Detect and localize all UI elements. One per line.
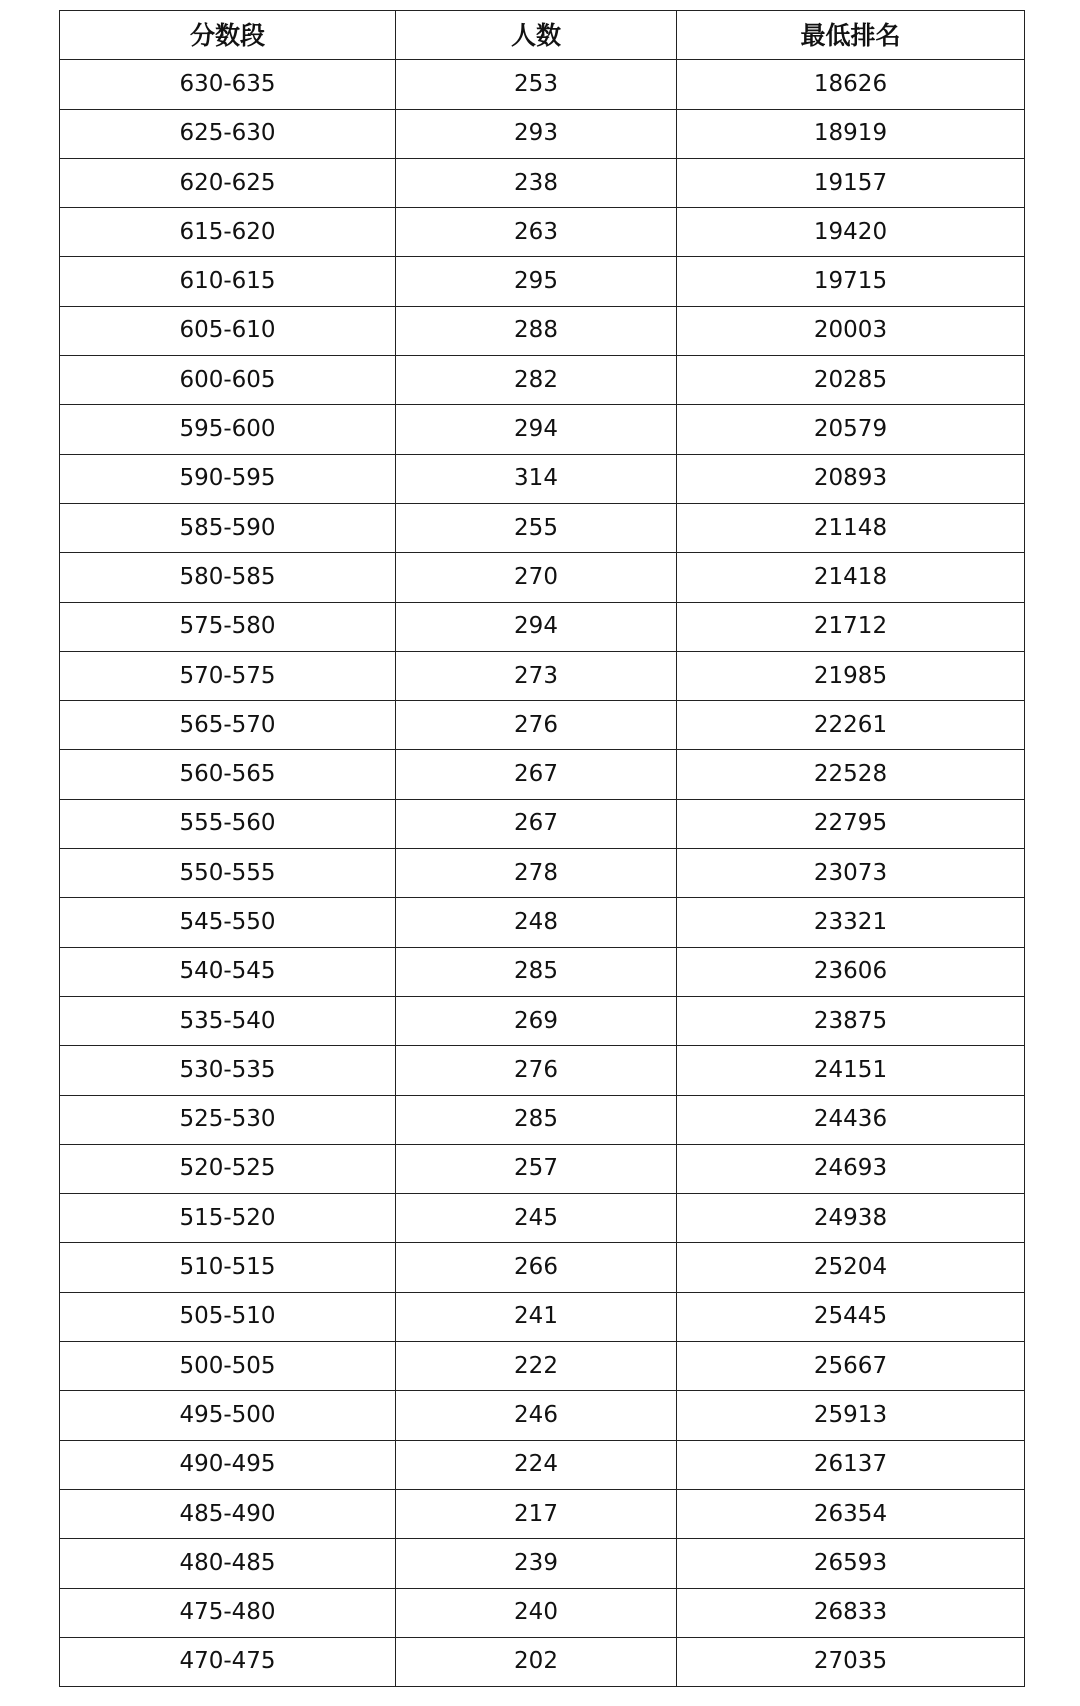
table-row <box>60 306 1025 355</box>
score-distribution-table <box>59 10 1025 1687</box>
table-row <box>60 1489 1025 1538</box>
count-cell: 294 <box>396 602 677 651</box>
count-cell: 267 <box>396 750 677 799</box>
count-cell: 288 <box>396 306 677 355</box>
table-row <box>60 1046 1025 1095</box>
count-cell: 245 <box>396 1194 677 1243</box>
lowest-rank-cell: 25667 <box>677 1342 1025 1391</box>
table-row <box>60 947 1025 996</box>
table-row <box>60 1637 1025 1686</box>
lowest-rank-cell: 25913 <box>677 1391 1025 1440</box>
lowest-rank-cell: 21712 <box>677 602 1025 651</box>
lowest-rank-cell: 19420 <box>677 208 1025 257</box>
header-row <box>60 11 1025 60</box>
table-row <box>60 1342 1025 1391</box>
count-cell: 246 <box>396 1391 677 1440</box>
lowest-rank-cell: 19715 <box>677 257 1025 306</box>
score-range-cell: 500-505 <box>60 1342 396 1391</box>
score-range-cell: 490-495 <box>60 1440 396 1489</box>
lowest-rank-cell: 21148 <box>677 503 1025 552</box>
count-cell: 255 <box>396 503 677 552</box>
header-count: 人数 <box>396 11 677 60</box>
lowest-rank-cell: 25204 <box>677 1243 1025 1292</box>
lowest-rank-cell: 26593 <box>677 1539 1025 1588</box>
score-range-cell: 545-550 <box>60 898 396 947</box>
lowest-rank-cell: 23321 <box>677 898 1025 947</box>
score-range-cell: 480-485 <box>60 1539 396 1588</box>
table-row <box>60 356 1025 405</box>
score-range-cell: 535-540 <box>60 996 396 1045</box>
count-cell: 285 <box>396 1095 677 1144</box>
score-range-cell: 605-610 <box>60 306 396 355</box>
score-range-cell: 585-590 <box>60 503 396 552</box>
table-row <box>60 1144 1025 1193</box>
header-score-range: 分数段 <box>60 11 396 60</box>
lowest-rank-cell: 20893 <box>677 454 1025 503</box>
table-row <box>60 1539 1025 1588</box>
lowest-rank-cell: 23073 <box>677 849 1025 898</box>
lowest-rank-cell: 21985 <box>677 651 1025 700</box>
lowest-rank-cell: 23875 <box>677 996 1025 1045</box>
lowest-rank-cell: 26354 <box>677 1489 1025 1538</box>
table-header <box>60 11 1025 60</box>
score-range-cell: 510-515 <box>60 1243 396 1292</box>
lowest-rank-cell: 26833 <box>677 1588 1025 1637</box>
table-row <box>60 109 1025 158</box>
table-row <box>60 1391 1025 1440</box>
score-range-cell: 470-475 <box>60 1637 396 1686</box>
table-row <box>60 454 1025 503</box>
count-cell: 285 <box>396 947 677 996</box>
lowest-rank-cell: 25445 <box>677 1292 1025 1341</box>
lowest-rank-cell: 20285 <box>677 356 1025 405</box>
score-range-cell: 615-620 <box>60 208 396 257</box>
score-range-cell: 485-490 <box>60 1489 396 1538</box>
lowest-rank-cell: 24436 <box>677 1095 1025 1144</box>
score-range-cell: 590-595 <box>60 454 396 503</box>
table-row <box>60 1440 1025 1489</box>
score-range-cell: 565-570 <box>60 701 396 750</box>
table-row <box>60 1292 1025 1341</box>
score-range-cell: 475-480 <box>60 1588 396 1637</box>
count-cell: 257 <box>396 1144 677 1193</box>
count-cell: 202 <box>396 1637 677 1686</box>
table-row <box>60 1095 1025 1144</box>
count-cell: 314 <box>396 454 677 503</box>
table-row <box>60 701 1025 750</box>
score-range-cell: 580-585 <box>60 553 396 602</box>
count-cell: 273 <box>396 651 677 700</box>
count-cell: 224 <box>396 1440 677 1489</box>
table-row <box>60 405 1025 454</box>
score-range-cell: 560-565 <box>60 750 396 799</box>
table-row <box>60 208 1025 257</box>
score-range-cell: 540-545 <box>60 947 396 996</box>
table-row <box>60 750 1025 799</box>
table-row <box>60 996 1025 1045</box>
count-cell: 241 <box>396 1292 677 1341</box>
score-range-cell: 625-630 <box>60 109 396 158</box>
count-cell: 253 <box>396 60 677 109</box>
table-row <box>60 158 1025 207</box>
table-row <box>60 651 1025 700</box>
table-row <box>60 1194 1025 1243</box>
lowest-rank-cell: 20579 <box>677 405 1025 454</box>
count-cell: 222 <box>396 1342 677 1391</box>
score-range-cell: 525-530 <box>60 1095 396 1144</box>
count-cell: 282 <box>396 356 677 405</box>
count-cell: 294 <box>396 405 677 454</box>
table-row <box>60 799 1025 848</box>
lowest-rank-cell: 24693 <box>677 1144 1025 1193</box>
table-row <box>60 60 1025 109</box>
table-row <box>60 602 1025 651</box>
score-range-cell: 550-555 <box>60 849 396 898</box>
table-row <box>60 503 1025 552</box>
table-row <box>60 849 1025 898</box>
lowest-rank-cell: 24151 <box>677 1046 1025 1095</box>
score-range-cell: 530-535 <box>60 1046 396 1095</box>
score-range-cell: 515-520 <box>60 1194 396 1243</box>
score-range-cell: 600-605 <box>60 356 396 405</box>
count-cell: 263 <box>396 208 677 257</box>
score-range-cell: 575-580 <box>60 602 396 651</box>
score-range-cell: 570-575 <box>60 651 396 700</box>
score-range-cell: 630-635 <box>60 60 396 109</box>
lowest-rank-cell: 19157 <box>677 158 1025 207</box>
table-row <box>60 1243 1025 1292</box>
count-cell: 293 <box>396 109 677 158</box>
lowest-rank-cell: 26137 <box>677 1440 1025 1489</box>
lowest-rank-cell: 18919 <box>677 109 1025 158</box>
count-cell: 276 <box>396 1046 677 1095</box>
count-cell: 240 <box>396 1588 677 1637</box>
lowest-rank-cell: 27035 <box>677 1637 1025 1686</box>
count-cell: 276 <box>396 701 677 750</box>
lowest-rank-cell: 24938 <box>677 1194 1025 1243</box>
lowest-rank-cell: 22795 <box>677 799 1025 848</box>
count-cell: 269 <box>396 996 677 1045</box>
score-range-cell: 620-625 <box>60 158 396 207</box>
header-lowest-rank: 最低排名 <box>677 11 1025 60</box>
count-cell: 295 <box>396 257 677 306</box>
table-body <box>60 60 1025 1687</box>
count-cell: 238 <box>396 158 677 207</box>
count-cell: 278 <box>396 849 677 898</box>
table-row <box>60 1588 1025 1637</box>
table-row <box>60 898 1025 947</box>
lowest-rank-cell: 22528 <box>677 750 1025 799</box>
lowest-rank-cell: 23606 <box>677 947 1025 996</box>
count-cell: 267 <box>396 799 677 848</box>
count-cell: 239 <box>396 1539 677 1588</box>
lowest-rank-cell: 22261 <box>677 701 1025 750</box>
score-range-cell: 555-560 <box>60 799 396 848</box>
table-row <box>60 257 1025 306</box>
count-cell: 248 <box>396 898 677 947</box>
score-range-cell: 595-600 <box>60 405 396 454</box>
count-cell: 266 <box>396 1243 677 1292</box>
score-range-cell: 520-525 <box>60 1144 396 1193</box>
table-row <box>60 553 1025 602</box>
lowest-rank-cell: 18626 <box>677 60 1025 109</box>
score-range-cell: 505-510 <box>60 1292 396 1341</box>
score-range-cell: 495-500 <box>60 1391 396 1440</box>
lowest-rank-cell: 20003 <box>677 306 1025 355</box>
count-cell: 217 <box>396 1489 677 1538</box>
lowest-rank-cell: 21418 <box>677 553 1025 602</box>
score-range-cell: 610-615 <box>60 257 396 306</box>
count-cell: 270 <box>396 553 677 602</box>
